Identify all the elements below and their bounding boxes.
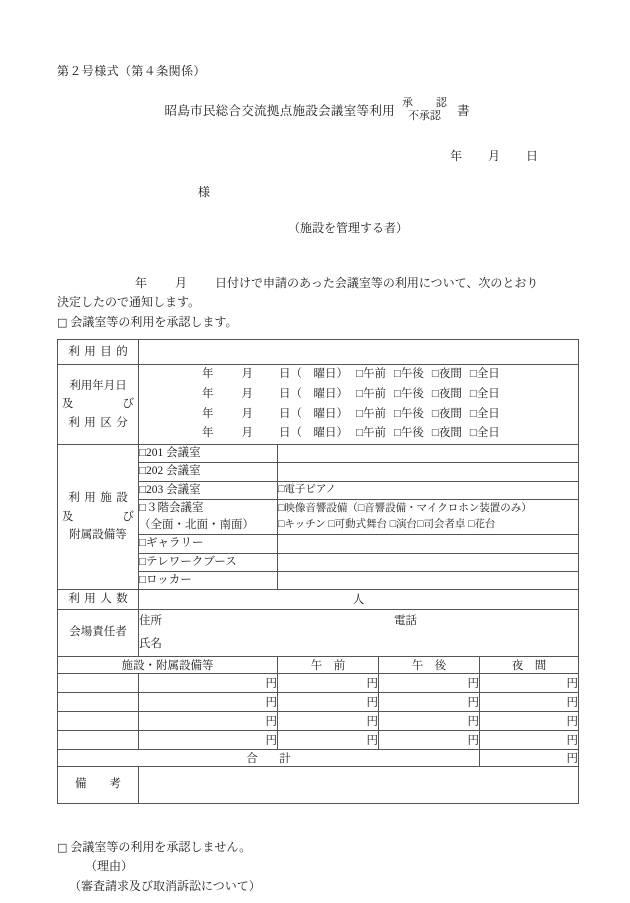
facility-label [58,445,139,590]
document-title-suffix: 書 [456,103,470,118]
checkbox-icon[interactable]: □ [57,316,68,329]
facility-option-201[interactable]: □201 会議室 [139,445,278,463]
table-row-usage-date [58,365,579,445]
fee-facility-name[interactable] [58,692,139,711]
facility-label-line3: 附属設備等 [69,529,127,542]
fee-allday[interactable]: 円 [480,692,579,711]
fee-allday[interactable]: 円 [480,673,579,692]
appeal-label: （審査請求及び取消訴訟について） [69,878,261,893]
purpose-label [58,340,139,365]
facility-option-3f[interactable] [139,499,278,535]
application-date-month: 月 [175,276,188,290]
usage-date-row[interactable] [139,365,578,385]
approval-status-stack [396,97,453,123]
document-title [57,97,577,123]
fee-evening[interactable]: 円 [379,730,480,749]
table-row-people [58,590,579,610]
facility-equipment-3f[interactable] [278,499,579,535]
table-row-fee [58,692,579,711]
fee-morning[interactable]: 円 [139,730,278,749]
fee-morning[interactable]: 円 [139,692,278,711]
fee-morning[interactable]: 円 [139,673,278,692]
manager-fields[interactable] [139,609,579,656]
people-label-text: 利用人数 [68,593,133,606]
decision-paragraph [57,274,579,312]
purpose-value[interactable] [139,340,579,365]
fee-afternoon[interactable]: 円 [278,673,379,692]
fee-afternoon[interactable]: 円 [278,711,379,730]
fee-evening[interactable]: 円 [379,673,480,692]
approve-option-label: 会議室等の利用を承認します。 [70,315,238,329]
usage-date-label-line2: 及 び [62,398,134,411]
slot-afternoon[interactable]: □午後 [393,387,424,400]
application-detail-table [57,339,579,804]
facility-equipment-locker[interactable] [278,571,579,589]
slot-allday[interactable]: □全日 [469,407,500,420]
slot-allday[interactable]: □全日 [469,387,500,400]
table-row-purpose [58,340,579,365]
table-row-total [58,749,579,766]
issue-date-year: 年 [450,149,463,163]
slot-evening[interactable]: □夜間 [431,427,462,440]
slot-afternoon[interactable]: □午後 [393,427,424,440]
slot-morning[interactable]: □午前 [356,368,386,380]
fee-evening[interactable]: 円 [379,692,480,711]
manager-label: 会場責任者 [58,609,139,656]
usage-date-label [58,365,139,445]
date-year: 年 [202,368,214,380]
facility-equipment-202[interactable] [278,463,579,481]
remarks-label: 備 考 [58,766,139,803]
manager-name-label: 氏名 [139,637,162,650]
remarks-value[interactable] [139,766,579,803]
fee-afternoon[interactable]: 円 [278,692,379,711]
facility-option-locker[interactable]: □ロッカー [139,571,278,589]
usage-date-row[interactable] [139,405,578,425]
equipment-misc[interactable]: □キッチン □可動式舞台 □演台□司会者卓 □花台 [278,519,496,531]
facility-equipment-telework[interactable] [278,553,579,571]
total-value[interactable]: 円 [480,749,579,766]
addressee-suffix: 様 [198,185,211,199]
people-label [58,590,139,610]
slot-allday[interactable]: □全日 [469,368,500,380]
approve-option[interactable] [57,313,237,330]
issuer-label: （施設を管理する者） [288,221,409,235]
date-weekday: （ 曜日） [290,368,348,380]
facility-option-203[interactable]: □203 会議室 [139,481,278,499]
slot-afternoon[interactable]: □午後 [393,368,424,380]
facility-option-gallery[interactable]: □ギャラリー [139,535,278,553]
application-date-year: 年 [135,276,148,290]
footer-section [57,838,261,896]
fee-header-morning: 午 前 [278,656,379,673]
table-row-fee [58,711,579,730]
slot-evening[interactable]: □夜間 [431,387,462,400]
facility-label-line2: 及 び [62,510,134,523]
manager-name-row[interactable] [139,633,578,656]
usage-date-label-line3: 利用区分 [68,416,133,429]
slot-evening[interactable]: □夜間 [431,368,462,380]
date-day: 日 [279,387,291,400]
fee-afternoon[interactable]: 円 [278,730,379,749]
date-month: 月 [241,368,253,380]
usage-date-rows[interactable] [139,365,579,445]
facility-equipment-gallery[interactable] [278,535,579,553]
purpose-label-text: 利用目的 [68,345,133,358]
issue-date-month: 月 [488,149,501,163]
facility-option-3f-subname: （全面・北面・南面） [139,519,254,532]
date-month: 月 [241,387,253,400]
slot-afternoon[interactable]: □午後 [393,407,424,420]
issue-date-line [450,147,538,164]
date-year: 年 [202,427,214,440]
date-day: 日 [279,427,291,440]
table-row-manager [58,609,579,656]
fee-evening[interactable]: 円 [379,711,480,730]
date-weekday: （ 曜日） [290,427,348,440]
decision-text-rest: 日付けで申請のあった会議室等の利用について、次のとおり [215,276,539,290]
facility-label-line1: 利用施設 [68,492,133,505]
usage-date-label-line1: 利用年月日 [69,379,127,392]
fee-allday[interactable]: 円 [480,711,579,730]
people-unit: 人 [352,594,365,607]
disapproval-label: 不承認 [407,109,441,122]
fee-morning[interactable]: 円 [139,711,278,730]
slot-allday[interactable]: □全日 [469,427,500,440]
checkbox-icon[interactable]: □ [57,841,68,854]
facility-option-telework[interactable]: □テレワークブース [139,553,278,571]
date-year: 年 [202,407,214,420]
facility-equipment-203[interactable]: □電子ピアノ [278,481,579,499]
date-day: 日 [279,407,291,420]
equipment-av[interactable]: □映像音響設備（□音響設備・マイクロホン装置のみ） [278,502,532,514]
fee-allday[interactable]: 円 [480,730,579,749]
slot-evening[interactable]: □夜間 [431,407,462,420]
table-row-fee [58,673,579,692]
date-year: 年 [202,387,214,400]
date-weekday: （ 曜日） [290,387,348,400]
deny-option-label: 会議室等の利用を承認しません。 [70,840,252,854]
fee-header-afternoon: 午 後 [379,656,480,673]
fee-header-evening: 夜 間 [480,656,579,673]
table-row-facility [58,445,579,463]
usage-date-row[interactable] [139,424,578,444]
total-label [58,749,480,766]
issue-date-day: 日 [526,149,539,163]
facility-option-3f-name: □３階会議室 [139,501,204,514]
approval-label: 承 認 [401,97,453,109]
manager-address-row[interactable] [139,610,578,633]
facility-equipment-201[interactable] [278,445,579,463]
fee-facility-name[interactable] [58,730,139,749]
fee-facility-name[interactable] [58,711,139,730]
date-month: 月 [241,427,253,440]
usage-date-row[interactable] [139,385,578,405]
reason-label: （理由） [85,859,134,874]
date-weekday: （ 曜日） [290,407,348,420]
facility-option-202[interactable]: □202 会議室 [139,463,278,481]
table-row-fee-header [58,656,579,673]
decision-text-line2: 決定したので通知します。 [57,294,201,309]
form-number: 第２号様式（第４条関係） [57,64,206,78]
slot-morning[interactable]: □午前 [356,387,386,400]
date-day: 日 [279,368,291,380]
people-value[interactable] [139,590,579,610]
fee-facility-name[interactable] [58,673,139,692]
manager-tel-label: 電話 [394,614,417,627]
table-row-fee [58,730,579,749]
manager-address-label: 住所 [139,614,162,627]
slot-morning[interactable]: □午前 [356,407,386,420]
table-row-remarks [58,766,579,803]
slot-morning[interactable]: □午前 [356,427,386,440]
date-month: 月 [241,407,253,420]
document-title-main: 昭島市民総合交流拠点施設会議室等利用 [164,103,395,118]
deny-option[interactable] [57,838,261,857]
total-label-text: 合 計 [246,752,296,765]
fee-header-facility: 施設・附属設備等 [58,656,278,673]
